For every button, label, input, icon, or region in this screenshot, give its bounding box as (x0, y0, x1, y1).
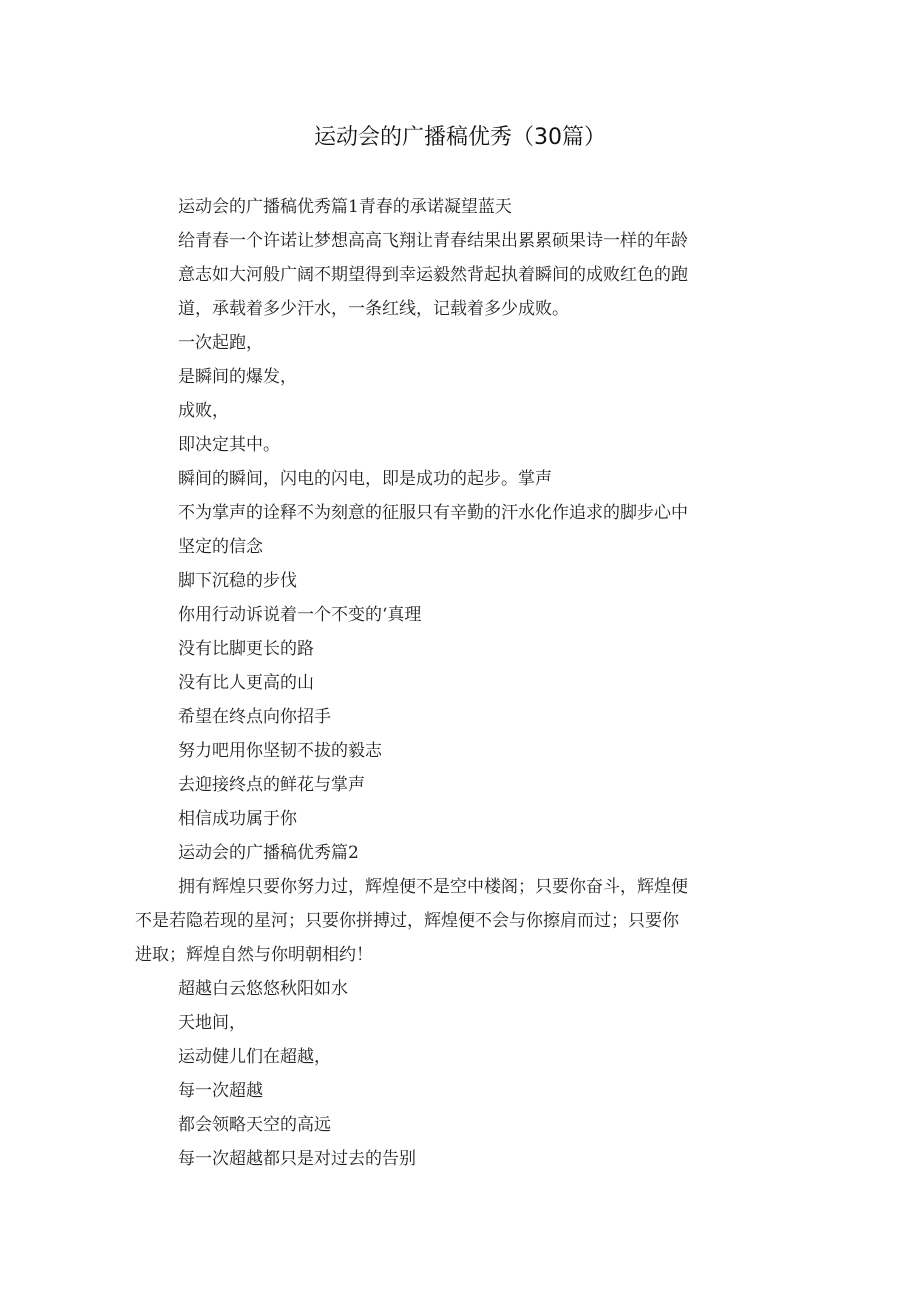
poem-line: 脚下沉稳的步伐 (178, 571, 297, 591)
text-line: 坚定的信念 (178, 537, 263, 557)
text-line: 进取；辉煌自然与你明朝相约！ (135, 945, 373, 965)
poem-line: 成败， (178, 401, 229, 421)
poem-line: 每一次超越都只是对过去的告别 (178, 1149, 416, 1169)
poem-line: 你用行动诉说着一个不变的‘真理 (178, 605, 422, 625)
poem-line: 即决定其中。 (178, 435, 280, 455)
poem-line: 希望在终点向你招手 (178, 707, 331, 727)
poem-line: 超越白云悠悠秋阳如水 (178, 979, 348, 999)
poem-line: 运动健儿们在超越， (178, 1047, 331, 1067)
text-line: 拥有辉煌只要你努力过，辉煌便不是空中楼阁；只要你奋斗，辉煌便 (178, 877, 688, 897)
poem-line: 没有比脚更长的路 (178, 639, 314, 659)
poem-line: 每一次超越 (178, 1081, 263, 1101)
poem-line: 努力吧用你坚韧不拔的毅志 (178, 741, 382, 761)
poem-line: 相信成功属于你 (178, 809, 297, 829)
text-line: 不为掌声的诠释不为刻意的征服只有辛勤的汗水化作追求的脚步心中 (178, 503, 688, 523)
section2-paragraph (135, 870, 787, 972)
document-title: 运动会的广播稿优秀（30篇） (314, 125, 606, 150)
text-line: 道，承载着多少汗水，一条红线，记载着多少成败。 (178, 299, 569, 319)
text-line: 给青春一个许诺让梦想高高飞翔让青春结果出累累硕果诗一样的年龄 (178, 231, 688, 251)
poem-line: 是瞬间的爆发， (178, 367, 297, 387)
poem-line: 去迎接终点的鲜花与掌声 (178, 775, 365, 795)
section-heading-1: 运动会的广播稿优秀篇1青春的承诺凝望蓝天 (178, 197, 512, 217)
section-heading-2: 运动会的广播稿优秀篇2 (178, 843, 359, 863)
poem-line: 天地间， (178, 1013, 246, 1033)
poem-line: 一次起跑， (178, 333, 263, 353)
poem1-paragraph (135, 224, 787, 326)
poem1-paragraph-2 (135, 496, 787, 564)
document-body (135, 190, 787, 1176)
text-line: 不是若隐若现的星河；只要你拼搏过，辉煌便不会与你擦肩而过；只要你 (135, 911, 679, 931)
poem-line: 瞬间的瞬间，闪电的闪电，即是成功的起步。掌声 (178, 469, 552, 489)
poem-line: 都会领略天空的高远 (178, 1115, 331, 1135)
text-line: 意志如大河般广阔不期望得到幸运毅然背起执着瞬间的成败红色的跑 (178, 265, 688, 285)
poem-line: 没有比人更高的山 (178, 673, 314, 693)
